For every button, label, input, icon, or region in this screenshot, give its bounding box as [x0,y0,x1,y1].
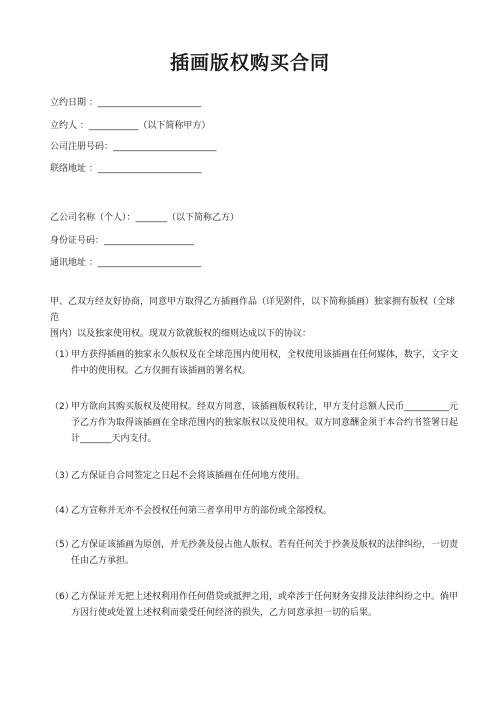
clause-line: 乙方宣称并无亦不会授权任何第三者享用甲方的部份或全部授权。 [71,506,333,516]
party-a-reg-no-field: 公司注册号码：_______________________ [50,142,217,152]
clause-6 [50,589,460,621]
clause-2 [50,399,460,447]
intro-line: 甲、乙双方经友好协商，同意甲方取得乙方插画作品（详见附件，以下简称插画）独家拥有版权（全球范 [50,297,456,323]
party-a-name-field: 立约人 ：___________（以下简称甲方） [50,121,211,131]
clause-1 [50,347,460,379]
clause-line: 任由乙方承担。 [71,556,135,566]
clause-text [71,537,460,569]
party-a-date-field: 立约日期 ：_______________________ [50,98,202,108]
clause-line: 乙方保证自合同签定之日起不会将该插画在任何地方使用。 [71,471,306,481]
clause-number: （3） [50,471,74,481]
clause-line: 件中的使用权。乙方仅拥有该插画的署名权。 [71,366,252,376]
party-b-name-field: 乙公司名称（个人）：_______（以下简称乙方） [50,213,240,223]
clause-line: 方因行使或处置上述权利而蒙受任何经济的损失，乙方同意承担一切的后果。 [71,608,378,618]
clause-text [71,589,460,621]
contract-title: 插画版权购买合同 [169,52,330,74]
clause-number: （2） [50,402,74,412]
clause-number: （1） [50,350,74,360]
clause-3 [50,468,460,484]
clause-line: 计_______天内支付。 [71,434,157,444]
intro-paragraph [50,294,458,342]
party-b-address-field: 通讯地址 ：_______________________ [50,258,202,268]
clause-line: 甲方欲向其购买版权及使用权。经双方同意，该插画版权转让，甲方支付总额人民币__________元 [71,402,459,412]
clause-text [71,399,460,447]
clause-number: （5） [50,540,74,550]
clause-number: （6） [50,592,74,602]
clause-text [71,347,460,379]
clause-line: 乙方保证并无把上述权利用作任何借贷或抵押之用，或牵涉于任何财务安排及法律纠纷之中。倘甲 [71,592,459,602]
clause-text [71,468,460,484]
party-b-id-field: 身份证号码：____________________ [50,236,195,246]
clause-line: 甲方获得插画的独家永久版权及在全球范围内使用权，全权使用该插画在任何媒体，数字，文字文 [71,350,459,360]
clause-line: 予乙方作为取得该插画在全球范围内的独家版权以及使用权。双方同意酬金须于本合约书签署日起 [71,418,459,428]
clause-line: 乙方保证该插画为原创，并无抄袭及侵占他人版权。若有任何关于抄袭及版权的法律纠纷，一切责 [71,540,459,550]
intro-line: 围内）以及独家使用权。现双方欲就版权的细则达成以下的协议： [50,329,312,339]
clause-text [71,503,460,519]
party-a-address-field: 联络地址 ：_______________________ [50,164,202,174]
clause-4 [50,503,460,519]
clause-number: （4） [50,506,74,516]
clause-5 [50,537,460,569]
